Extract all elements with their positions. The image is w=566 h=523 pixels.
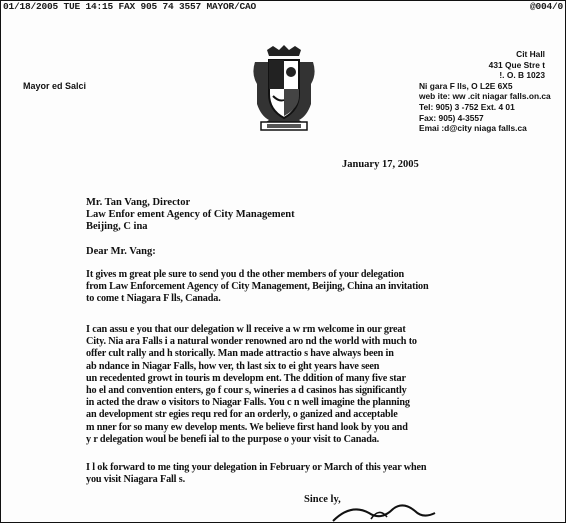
salutation: Dear Mr. Vang: <box>86 246 156 257</box>
paragraph-line: It gives m great ple sure to send you d the other members of your delegation <box>86 269 405 280</box>
paragraph-line: I can assu e you that our delegation w ll receive a w rm welcome in our great <box>86 324 406 335</box>
recipient-block <box>86 197 295 233</box>
fax-header <box>3 1 563 13</box>
closing-salutation: Since ly, <box>304 494 341 505</box>
recipient-line: Beijing, C ina <box>86 221 148 232</box>
address-line: Cit Hall <box>516 49 545 59</box>
paragraph-line: an development str egies requ red for an orderly, o ganized and acceptable <box>86 409 398 421</box>
paragraph-line: I l ok forward to me ting your delegation in February or March of this year when <box>86 462 427 473</box>
address-line: Fax: 905) 4-3557 <box>419 112 484 123</box>
paragraph-line: ab ndance in Niagar Falls, how ver, th last six to ei ght years have seen <box>86 360 380 372</box>
paragraph-line: offer cult rally and h storically. Man made attractio s have always been in <box>86 348 394 360</box>
paragraph-line: ho el and convention enters, go f cour s, wineries a d casinos has significantly <box>86 385 407 397</box>
signature-scribble <box>331 499 441 523</box>
paragraph-line: y r delegation woul be benefi ial to the purpose o your visit to Canada. <box>86 433 380 445</box>
mayor-name: Mayor ed Salci <box>23 81 87 91</box>
paragraph-line: un recedented growt in touris m developm ent. The ddition of many five star <box>86 372 406 384</box>
address-line: Tel: 905) 3 -752 Ext. 4 01 <box>419 101 515 112</box>
recipient-line: Law Enfor ement Agency of City Management <box>86 209 295 220</box>
address-line: Emai :d@city niaga falls.ca <box>419 123 527 134</box>
paragraph-invitation <box>86 269 526 306</box>
city-crest-icon <box>249 44 319 132</box>
paragraph-line: from Law Enforcement Agency of City Management, Beijing, China an invitation <box>86 281 429 293</box>
recipient-line: Mr. Tan Vang, Director <box>86 197 191 208</box>
address-line: Ni gara F lls, O L2E 6X5 <box>419 80 513 91</box>
city-hall-address <box>419 49 559 134</box>
address-line: web ite: ww .cit niagar falls.on.ca <box>419 91 551 102</box>
paragraph-line: you visit Niagara Fall s. <box>86 474 185 486</box>
paragraph-welcome <box>86 324 526 446</box>
paragraph-line: City. Nia ara Falls i a natural wonder renowned aro nd the world with much to <box>86 336 417 348</box>
paragraph-line: in acted the draw o visitors to Niagar Falls. You c n well imagine the planning <box>86 397 410 409</box>
paragraph-line: m nner for so many ew develop ments. We believe first hand look by you and <box>86 421 408 433</box>
paragraph-line: to come t Niagara F lls, Canada. <box>86 293 221 305</box>
fax-header-left: 01/18/2005 TUE 14:15 FAX 905 74 3557 MAYOR/CAO <box>3 1 257 12</box>
paragraph-closing <box>86 462 526 486</box>
address-line: !. O. B 1023 <box>499 70 545 81</box>
letter-date: January 17, 2005 <box>342 159 419 170</box>
fax-header-right: @004/0 <box>529 1 563 12</box>
address-line: 431 Que Stre t <box>488 59 545 70</box>
